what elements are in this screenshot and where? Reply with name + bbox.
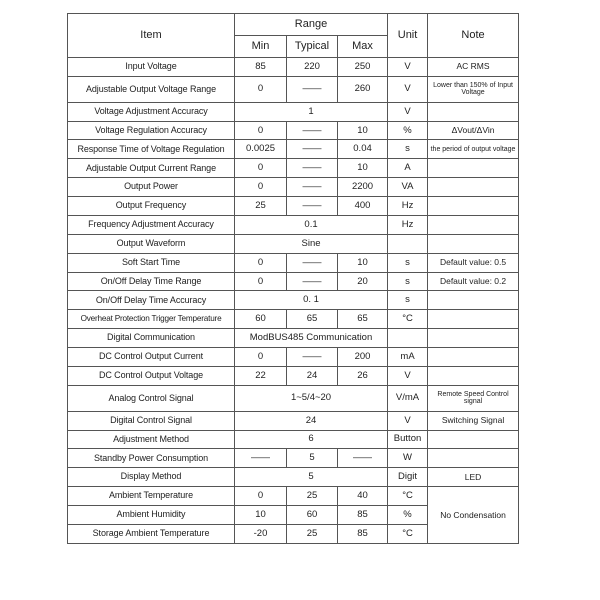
unit-cell: V/mA xyxy=(388,385,428,411)
max-cell: 200 xyxy=(338,348,388,367)
header-min: Min xyxy=(235,36,287,58)
table-row xyxy=(68,411,519,430)
item-cell: Adjustment Method xyxy=(68,430,235,449)
unit-cell: A xyxy=(388,159,428,178)
header-typical: Typical xyxy=(287,36,338,58)
item-cell: Input Voltage xyxy=(68,58,235,77)
min-cell: 25 xyxy=(235,197,287,216)
item-cell: Standby Power Consumption xyxy=(68,449,235,468)
unit-cell xyxy=(388,329,428,348)
unit-cell: W xyxy=(388,449,428,468)
unit-cell: °C xyxy=(388,310,428,329)
table-row xyxy=(68,487,519,506)
item-cell: DC Control Output Current xyxy=(68,348,235,367)
min-cell: 0 xyxy=(235,76,287,102)
table-row xyxy=(68,159,519,178)
max-cell: 0.04 xyxy=(338,140,388,159)
item-cell: Voltage Adjustment Accuracy xyxy=(68,102,235,121)
table-row xyxy=(68,310,519,329)
unit-cell: % xyxy=(388,121,428,140)
typical-cell: —— xyxy=(287,159,338,178)
unit-cell: s xyxy=(388,140,428,159)
min-cell: 60 xyxy=(235,310,287,329)
min-cell: 0 xyxy=(235,159,287,178)
typical-cell: —— xyxy=(287,197,338,216)
max-cell: 400 xyxy=(338,197,388,216)
min-cell: -20 xyxy=(235,524,287,543)
unit-cell: s xyxy=(388,272,428,291)
table-row xyxy=(68,140,519,159)
unit-cell: V xyxy=(388,102,428,121)
unit-cell: Hz xyxy=(388,197,428,216)
table-row xyxy=(68,329,519,348)
typical-cell: —— xyxy=(287,253,338,272)
typical-cell: —— xyxy=(287,121,338,140)
table-row xyxy=(68,449,519,468)
table-row xyxy=(68,253,519,272)
note-cell xyxy=(428,197,519,216)
typical-cell: 24 xyxy=(287,366,338,385)
table-row xyxy=(68,272,519,291)
max-cell: 2200 xyxy=(338,178,388,197)
unit-cell: V xyxy=(388,76,428,102)
header-note: Note xyxy=(428,14,519,58)
typical-cell: 65 xyxy=(287,310,338,329)
unit-cell: Button xyxy=(388,430,428,449)
range-merged-cell: Sine xyxy=(235,234,388,253)
header-item: Item xyxy=(68,14,235,58)
unit-cell xyxy=(388,234,428,253)
typical-cell: —— xyxy=(287,140,338,159)
max-cell: 26 xyxy=(338,366,388,385)
min-cell: 0 xyxy=(235,121,287,140)
table-row xyxy=(68,430,519,449)
item-cell: Ambient Humidity xyxy=(68,506,235,525)
range-merged-cell: 1~5/4~20 xyxy=(235,385,388,411)
unit-cell: % xyxy=(388,506,428,525)
range-merged-cell: 5 xyxy=(235,468,388,487)
note-cell: the period of output voltage xyxy=(428,140,519,159)
typical-cell: —— xyxy=(287,272,338,291)
max-cell: 85 xyxy=(338,524,388,543)
table-row xyxy=(68,385,519,411)
max-cell: 260 xyxy=(338,76,388,102)
max-cell: 10 xyxy=(338,159,388,178)
note-cell: Default value: 0.2 xyxy=(428,272,519,291)
item-cell: Output Power xyxy=(68,178,235,197)
item-cell: Ambient Temperature xyxy=(68,487,235,506)
header-row xyxy=(68,14,519,36)
min-cell: 0.0025 xyxy=(235,140,287,159)
min-cell: —— xyxy=(235,449,287,468)
table-row xyxy=(68,178,519,197)
item-cell: Response Time of Voltage Regulation xyxy=(68,140,235,159)
item-cell: Frequency Adjustment Accuracy xyxy=(68,215,235,234)
note-cell-merged: No Condensation xyxy=(428,487,519,544)
range-merged-cell: 1 xyxy=(235,102,388,121)
typical-cell: 60 xyxy=(287,506,338,525)
item-cell: On/Off Delay Time Accuracy xyxy=(68,291,235,310)
note-cell: Default value: 0.5 xyxy=(428,253,519,272)
range-merged-cell: 6 xyxy=(235,430,388,449)
unit-cell: °C xyxy=(388,487,428,506)
unit-cell: Digit xyxy=(388,468,428,487)
min-cell: 0 xyxy=(235,272,287,291)
note-cell xyxy=(428,348,519,367)
header-range: Range xyxy=(235,14,388,36)
min-cell: 0 xyxy=(235,178,287,197)
unit-cell: V xyxy=(388,58,428,77)
min-cell: 22 xyxy=(235,366,287,385)
unit-cell: °C xyxy=(388,524,428,543)
typical-cell: —— xyxy=(287,348,338,367)
unit-cell: mA xyxy=(388,348,428,367)
range-merged-cell: 24 xyxy=(235,411,388,430)
note-cell: Lower than 150% of Input Voltage xyxy=(428,76,519,102)
note-cell: Switching Signal xyxy=(428,411,519,430)
typical-cell: 220 xyxy=(287,58,338,77)
header-max: Max xyxy=(338,36,388,58)
max-cell: 20 xyxy=(338,272,388,291)
min-cell: 10 xyxy=(235,506,287,525)
note-cell: ΔVout/ΔVin xyxy=(428,121,519,140)
max-cell: 65 xyxy=(338,310,388,329)
unit-cell: s xyxy=(388,291,428,310)
note-cell xyxy=(428,215,519,234)
item-cell: On/Off Delay Time Range xyxy=(68,272,235,291)
min-cell: 0 xyxy=(235,487,287,506)
note-cell: AC RMS xyxy=(428,58,519,77)
item-cell: Output Waveform xyxy=(68,234,235,253)
table-row xyxy=(68,102,519,121)
table-row xyxy=(68,215,519,234)
table-row xyxy=(68,76,519,102)
range-merged-cell: 0. 1 xyxy=(235,291,388,310)
table-row xyxy=(68,366,519,385)
min-cell: 0 xyxy=(235,253,287,272)
table-row xyxy=(68,197,519,216)
item-cell: Digital Control Signal xyxy=(68,411,235,430)
note-cell: Remote Speed Control signal xyxy=(428,385,519,411)
unit-cell: V xyxy=(388,411,428,430)
max-cell: 10 xyxy=(338,121,388,140)
item-cell: Output Frequency xyxy=(68,197,235,216)
table-row xyxy=(68,468,519,487)
unit-cell: VA xyxy=(388,178,428,197)
table-row xyxy=(68,58,519,77)
note-cell xyxy=(428,291,519,310)
table-row xyxy=(68,291,519,310)
max-cell: 85 xyxy=(338,506,388,525)
note-cell xyxy=(428,329,519,348)
typical-cell: 25 xyxy=(287,487,338,506)
unit-cell: Hz xyxy=(388,215,428,234)
table-row xyxy=(68,348,519,367)
max-cell: 250 xyxy=(338,58,388,77)
table-row xyxy=(68,121,519,140)
note-cell xyxy=(428,310,519,329)
typical-cell: —— xyxy=(287,76,338,102)
range-merged-cell: ModBUS485 Communication xyxy=(235,329,388,348)
max-cell: 10 xyxy=(338,253,388,272)
note-cell xyxy=(428,430,519,449)
header-unit: Unit xyxy=(388,14,428,58)
unit-cell: s xyxy=(388,253,428,272)
item-cell: Adjustable Output Current Range xyxy=(68,159,235,178)
spec-table xyxy=(67,13,519,544)
table-row xyxy=(68,234,519,253)
item-cell: Voltage Regulation Accuracy xyxy=(68,121,235,140)
min-cell: 0 xyxy=(235,348,287,367)
typical-cell: 25 xyxy=(287,524,338,543)
max-cell: —— xyxy=(338,449,388,468)
note-cell xyxy=(428,102,519,121)
range-merged-cell: 0.1 xyxy=(235,215,388,234)
note-cell xyxy=(428,178,519,197)
item-cell: Digital Communication xyxy=(68,329,235,348)
item-cell: Adjustable Output Voltage Range xyxy=(68,76,235,102)
note-cell: LED xyxy=(428,468,519,487)
note-cell xyxy=(428,366,519,385)
item-cell: Overheat Protection Trigger Temperature xyxy=(68,310,235,329)
item-cell: Storage Ambient Temperature xyxy=(68,524,235,543)
typical-cell: —— xyxy=(287,178,338,197)
min-cell: 85 xyxy=(235,58,287,77)
typical-cell: 5 xyxy=(287,449,338,468)
unit-cell: V xyxy=(388,366,428,385)
item-cell: Analog Control Signal xyxy=(68,385,235,411)
note-cell xyxy=(428,449,519,468)
item-cell: DC Control Output Voltage xyxy=(68,366,235,385)
note-cell xyxy=(428,234,519,253)
item-cell: Display Method xyxy=(68,468,235,487)
note-cell xyxy=(428,159,519,178)
item-cell: Soft Start Time xyxy=(68,253,235,272)
max-cell: 40 xyxy=(338,487,388,506)
